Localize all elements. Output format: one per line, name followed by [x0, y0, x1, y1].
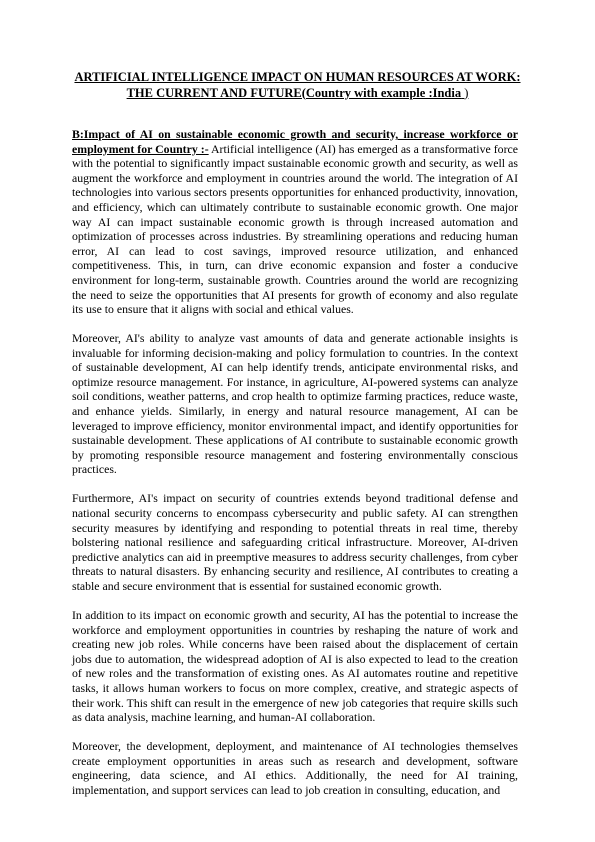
- paragraph-2: Moreover, AI's ability to analyze vast amounts of data and generate actionable insights is invaluable for informing decision-making and policy formulation to countries. In the context of sustainable development, AI can help identify trends, anticipate environmental risks, and optimize resource management. For instance, in agriculture, AI-powered systems can analyze soil conditions, weather patterns, and crop health to optimize farming practices, reduce waste, and enhance yields. Similarly, in energy and natural resource management, AI can be leveraged to improve efficiency, monitor environmental impact, and identify opportunities for sustainable development. These applications of AI contribute to sustainable economic growth by promoting responsible resource management and fostering environmentally conscious practices.: [72, 331, 518, 477]
- paragraph-5: Moreover, the development, deployment, and maintenance of AI technologies themselves create employment opportunities in areas such as research and development, software engineering, data science, and AI ethics. Additionally, the need for AI training, implementation, and support services can lead to job creation in consulting, education, and: [72, 739, 518, 797]
- document-title: [60, 70, 535, 101]
- paragraph-3: Furthermore, AI's impact on security of countries extends beyond traditional defense and national security concerns to encompass cybersecurity and public safety. AI can strengthen security measures by identifying and responding to potential threats in real time, thereby bolstering national resilience and safeguarding critical infrastructure. Moreover, AI-driven predictive analytics can aid in preemptive measures to address security challenges, from cyber threats to natural disasters. By enhancing security and resilience, AI contributes to creating a stable and secure environment that is essential for sustained economic growth.: [72, 491, 518, 593]
- title-line-2-text: THE CURRENT AND FUTURE(Country with example :India: [126, 85, 462, 100]
- paragraph-4: In addition to its impact on economic growth and security, AI has the potential to increase the workforce and employment opportunities in countries by reshaping the nature of work and creating new job roles. While concerns have been raised about the displacement of certain jobs due to automation, the widespread adoption of AI is also expected to lead to the creation of new roles and the transformation of existing ones. As AI automates routine and repetitive tasks, it allows human workers to focus on more complex, creative, and strategic aspects of their work. This shift can result in the emergence of new job categories that require skills such as data analysis, machine learning, and human-AI collaboration.: [72, 607, 518, 725]
- title-close: ): [461, 85, 469, 100]
- paragraph-1-text: Artificial intelligence (AI) has emerged as a transformative force with the potential to significantly impact sustainable economic growth and security, as well as augment the workforce and employment in countries around the world. The integration of AI technologies into various sectors presents opportunities for enhanced productivity, innovation, and efficiency, which can ultimately contribute to sustainable economic growth. One major way AI can impact sustainable economic growth is through increased automation and optimization of processes across industries. By streamlining operations and reducing human error, AI can lead to cost savings, improved resource utilization, and enhanced competitiveness. This, in turn, can drive economic expansion and foster a conducive environment for long-term, sustainable growth. Countries around the world are recognizing the need to seize the opportunities that AI presents for growth of economy and also regulate its use to ensure that it aligns with social and ethical values.: [72, 141, 518, 317]
- document-body: [72, 127, 518, 812]
- title-line-2: [60, 86, 535, 102]
- paragraph-1: [72, 127, 518, 317]
- title-line-1: ARTIFICIAL INTELLIGENCE IMPACT ON HUMAN RESOURCES AT WORK:: [74, 70, 521, 84]
- section-heading: B:Impact of AI on sustainable economic growth and security, increase workforce or employment for Country :-: [72, 127, 518, 156]
